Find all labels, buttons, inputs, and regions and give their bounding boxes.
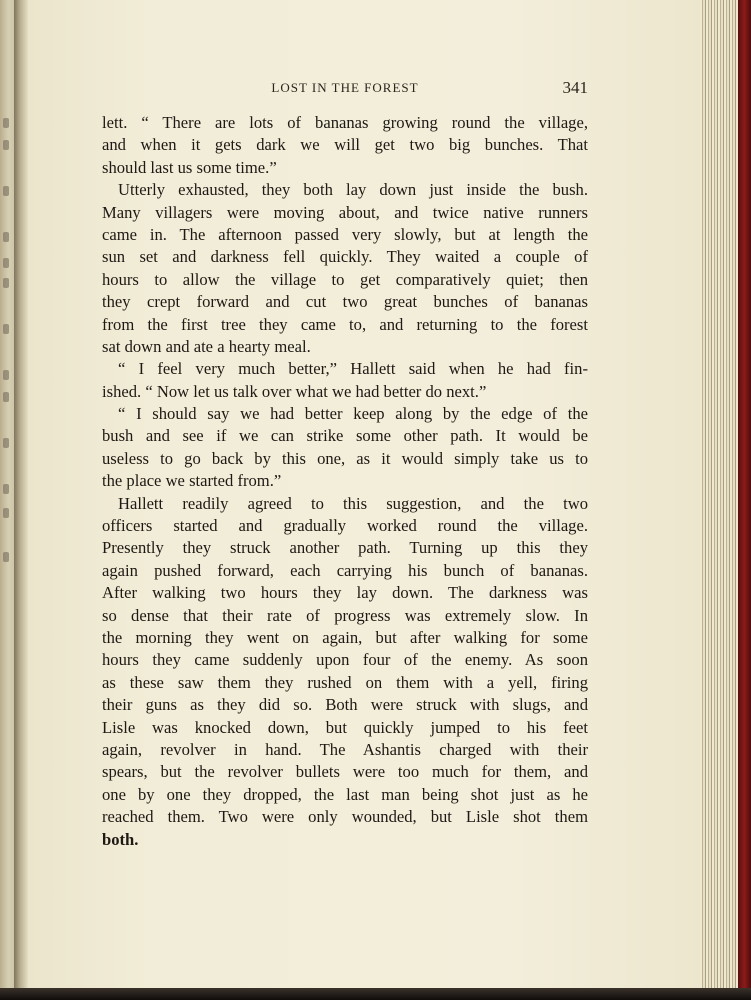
bleed-mark (3, 508, 9, 518)
text-line: hours to allow the village to get comparatively quiet; then (102, 269, 588, 289)
bleed-mark (3, 438, 9, 448)
text-line: came in. The afternoon passed very slowly, but at length the (102, 224, 588, 244)
text-line: one by one they dropped, the last man being shot just as he (102, 784, 588, 804)
bleed-mark (3, 232, 9, 242)
facing-page-edge (0, 0, 14, 990)
bleed-mark (3, 186, 9, 196)
text-line: reached them. Two were only wounded, but Lisle shot them (102, 807, 588, 827)
text-line: as these saw them they rushed on them with a yell, firing (102, 672, 588, 692)
text-line: “ I should say we had better keep along by the edge of the (118, 404, 588, 424)
book-cover-edge (738, 0, 751, 1000)
text-line: Presently they struck another path. Turning up this they (102, 538, 588, 558)
page-number: 341 (562, 78, 588, 97)
text-line: officers started and gradually worked round the village. (102, 516, 588, 536)
bleed-mark (3, 324, 9, 334)
running-title: LOST IN THE FOREST (271, 80, 419, 95)
text-line: bush and see if we can strike some other path. It would be (102, 426, 588, 446)
text-line: their guns as they did so. Both were struck with slugs, and (102, 695, 588, 715)
text-line: ished. “ Now let us talk over what we had better do next.” (102, 381, 487, 401)
text-line: again pushed forward, each carrying his bunch of bananas. (102, 560, 588, 580)
text-line: useless to go back by this one, as it would simply take us to (102, 448, 588, 468)
text-line: both. (102, 829, 139, 849)
text-line: lett. “ There are lots of bananas growing round the village, (102, 113, 588, 132)
text-line: “ I feel very much better,” Hallett said when he had fin- (118, 359, 588, 379)
text-line: they crept forward and cut two great bunches of bananas (102, 292, 588, 312)
bleed-mark (3, 552, 9, 562)
text-line: and when it gets dark we will get two big bunches. That (102, 135, 588, 155)
page-edges (700, 0, 738, 990)
text-line: Many villagers were moving about, and twice native runners (102, 202, 588, 222)
text-line: so dense that their rate of progress was extremely slow. In (102, 605, 588, 625)
bleed-mark (3, 140, 9, 150)
text-line: After walking two hours they lay down. The darkness was (102, 583, 588, 603)
bleed-mark (3, 484, 9, 494)
bleed-mark (3, 370, 9, 380)
binding-gutter (14, 0, 28, 990)
page-header (102, 78, 588, 100)
text-line: hours they came suddenly upon four of the enemy. As soon (102, 650, 588, 670)
text-line: from the first tree they came to, and returning to the forest (102, 314, 588, 334)
text-line: the place we started from.” (102, 471, 282, 491)
bleed-mark (3, 392, 9, 402)
bleed-mark (3, 118, 9, 128)
text-line: the morning they went on again, but after walking for some (102, 627, 588, 647)
text-line: should last us some time.” (102, 157, 277, 177)
text-line: spears, but the revolver bullets were too much for them, and (102, 762, 588, 782)
bleed-mark (3, 258, 9, 268)
text-line: sun set and darkness fell quickly. They waited a couple of (102, 247, 588, 267)
text-line: Hallett readily agreed to this suggestion, and the two (118, 493, 588, 513)
text-line: again, revolver in hand. The Ashantis charged with their (102, 739, 588, 759)
text-line: Utterly exhausted, they both lay down just inside the bush. (118, 180, 588, 200)
bottom-shadow (0, 988, 751, 1000)
text-line: Lisle was knocked down, but quickly jumped to his feet (102, 717, 588, 737)
bleed-mark (3, 278, 9, 288)
body-text (102, 112, 588, 851)
text-line: sat down and ate a hearty meal. (102, 336, 311, 356)
